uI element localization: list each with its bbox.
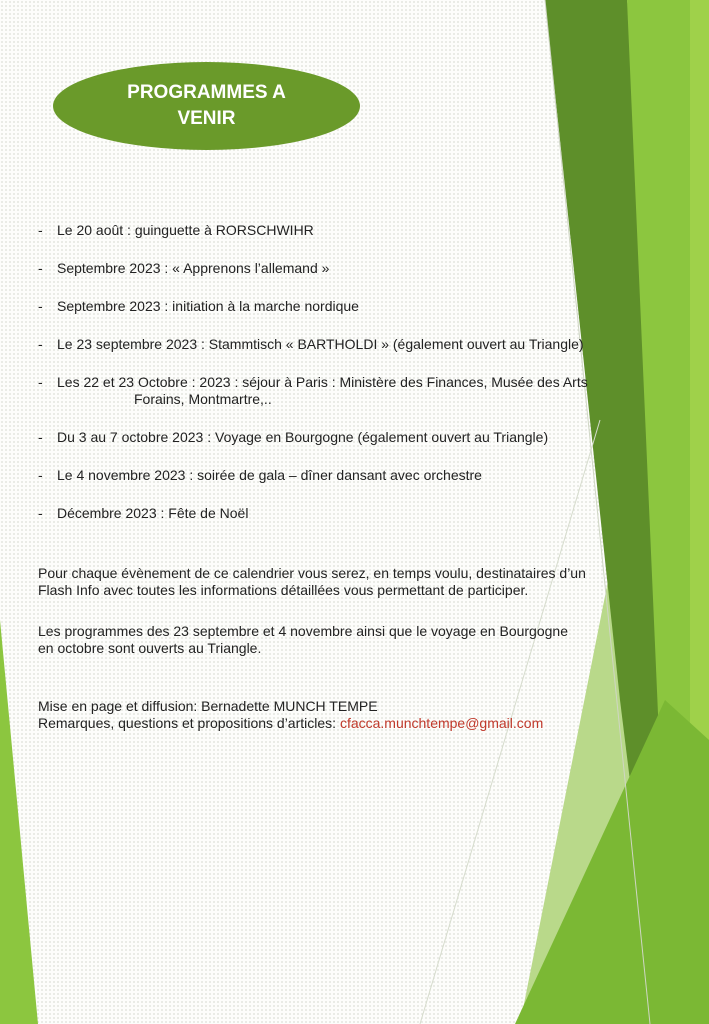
email-link[interactable]: cfacca.munchtempe@gmail.com bbox=[339, 715, 544, 731]
event-text: Le 23 septembre 2023 : Stammtisch « BARTHOLDI » (également ouvert au Triangle) bbox=[57, 336, 584, 352]
event-text: Septembre 2023 : « Apprenons l’allemand » bbox=[57, 260, 330, 276]
list-dash: - bbox=[38, 260, 43, 276]
triangle-paragraph bbox=[38, 623, 668, 657]
footer-credit: Mise en page et diffusion: Bernadette MUNCH TEMPE bbox=[38, 698, 378, 714]
event-item bbox=[38, 298, 663, 315]
list-dash: - bbox=[38, 336, 43, 352]
footer-contact-label: Remarques, questions et propositions d’articles: bbox=[38, 715, 340, 731]
event-list bbox=[38, 222, 663, 522]
event-item bbox=[38, 374, 663, 408]
list-dash: - bbox=[38, 429, 43, 445]
event-text: Le 4 novembre 2023 : soirée de gala – dîner dansant avec orchestre bbox=[57, 467, 482, 483]
event-text: Les 22 et 23 Octobre : 2023 : séjour à Paris : Ministère des Finances, Musée des Arts bbox=[57, 374, 588, 390]
list-dash: - bbox=[38, 505, 43, 521]
event-text-continued: Forains, Montmartre,.. bbox=[134, 391, 272, 407]
info-paragraph-line-2: Flash Info avec toutes les informations détaillées vous permettant de participer. bbox=[38, 582, 529, 598]
triangle-paragraph-line-1: Les programmes des 23 septembre et 4 novembre ainsi que le voyage en Bourgogne bbox=[38, 623, 568, 639]
event-text: Le 20 août : guinguette à RORSCHWIHR bbox=[57, 222, 314, 238]
triangle-paragraph-line-2: en octobre sont ouverts au Triangle. bbox=[38, 640, 262, 656]
event-item bbox=[38, 260, 663, 277]
title-line-1: PROGRAMMES A bbox=[127, 82, 286, 103]
event-text: Décembre 2023 : Fête de Noël bbox=[57, 505, 249, 521]
list-dash: - bbox=[38, 298, 43, 314]
event-item bbox=[38, 429, 663, 446]
footer bbox=[38, 698, 668, 732]
event-item bbox=[38, 222, 663, 239]
left-green-triangle bbox=[0, 620, 38, 1024]
title-line-2: VENIR bbox=[177, 108, 236, 129]
event-item bbox=[38, 505, 663, 522]
list-dash: - bbox=[38, 374, 43, 390]
event-text: Du 3 au 7 octobre 2023 : Voyage en Bourgogne (également ouvert au Triangle) bbox=[57, 429, 549, 445]
event-item bbox=[38, 336, 663, 353]
list-dash: - bbox=[38, 467, 43, 483]
title-oval bbox=[53, 62, 360, 150]
list-dash: - bbox=[38, 222, 43, 238]
event-item bbox=[38, 467, 663, 484]
event-text: Septembre 2023 : initiation à la marche nordique bbox=[57, 298, 359, 314]
info-paragraph bbox=[38, 565, 668, 599]
info-paragraph-line-1: Pour chaque évènement de ce calendrier vous serez, en temps voulu, destinataires d’un bbox=[38, 565, 586, 581]
